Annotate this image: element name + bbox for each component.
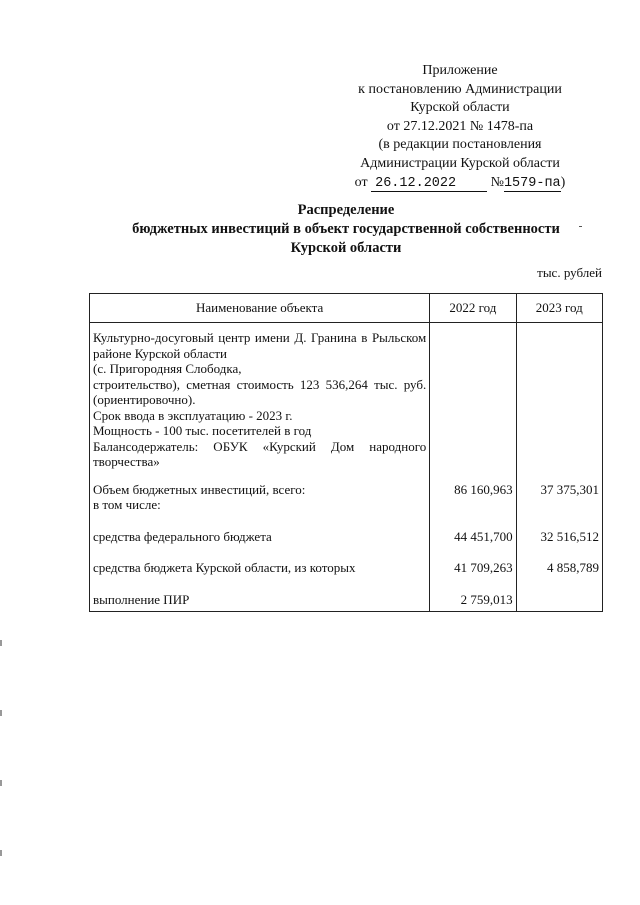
row-label: средства бюджета Курской области, из которых (90, 560, 430, 592)
appendix-revision-line (340, 174, 580, 193)
investment-table (89, 293, 603, 612)
closing-paren: ) (560, 174, 566, 190)
value-2023 (516, 592, 602, 612)
header-year-2022: 2022 год (430, 294, 516, 323)
table-row (90, 560, 603, 592)
header-year-2023: 2023 год (516, 294, 602, 323)
value-2023: 32 516,512 (516, 529, 602, 561)
row-label: средства федерального бюджета (90, 529, 430, 561)
value-2023: 4 858,789 (516, 560, 602, 592)
appendix-label: Приложение (422, 63, 498, 78)
appendix-header (340, 62, 580, 192)
empty-cell (430, 323, 516, 482)
appendix-region: Курской области (410, 100, 510, 116)
scan-margin-marks (0, 640, 3, 870)
table-row (90, 592, 603, 612)
description-line: строительство), сметная стоимость 123 536,264 тыс. руб. (ориентировочно). (93, 376, 427, 407)
object-description (90, 323, 430, 482)
value-2022: 41 709,263 (430, 560, 516, 592)
title-line-1: Распределение (297, 202, 395, 218)
appendix-revision-note: (в редакции постановления (378, 137, 542, 153)
number-sign: № (490, 174, 504, 190)
table-row (90, 529, 603, 561)
revision-number: 1579-па (503, 175, 561, 191)
row-label: выполнение ПИР (90, 592, 430, 612)
value-2022: 44 451,700 (430, 529, 516, 561)
empty-cell (516, 323, 602, 482)
title-line-2: бюджетных инвестиций в объект государственной собственности (132, 221, 560, 237)
appendix-administration: Администрации Курской области (360, 155, 560, 171)
description-line: Балансодержатель: ОБУК «Курский Дом народного творчества» (93, 438, 427, 469)
row-label-line: в том числе: (93, 497, 161, 512)
units-label: тыс. рублей (537, 265, 602, 280)
table-row (90, 482, 603, 529)
stray-mark (579, 226, 582, 227)
appendix-resolution-ref: к постановлению Администрации (358, 81, 562, 97)
from-label: от (354, 174, 368, 190)
value-2022: 2 759,013 (430, 592, 516, 612)
row-label (90, 482, 430, 529)
title-line-3: Курской области (290, 240, 402, 256)
header-object-name: Наименование объекта (90, 294, 430, 323)
appendix-original-resolution: от 27.12.2021 № 1478-па (386, 118, 534, 134)
description-line: Мощность - 100 тыс. посетителей в год (93, 423, 312, 438)
table-header-row (90, 294, 603, 323)
description-line: Культурно-досуговый центр имени Д. Гранина в Рыльском районе Курской области (93, 330, 427, 361)
description-line: Срок ввода в эксплуатацию - 2023 г. (93, 407, 293, 423)
description-line: (с. Пригородняя Слободка, (93, 361, 242, 376)
value-2022: 86 160,963 (430, 482, 516, 529)
row-label-line: Объем бюджетных инвестиций, всего: (93, 481, 306, 497)
revision-date: 26.12.2022 (371, 176, 487, 192)
table-row-description (90, 323, 603, 482)
value-2023: 37 375,301 (516, 482, 602, 529)
document-title (90, 201, 602, 258)
